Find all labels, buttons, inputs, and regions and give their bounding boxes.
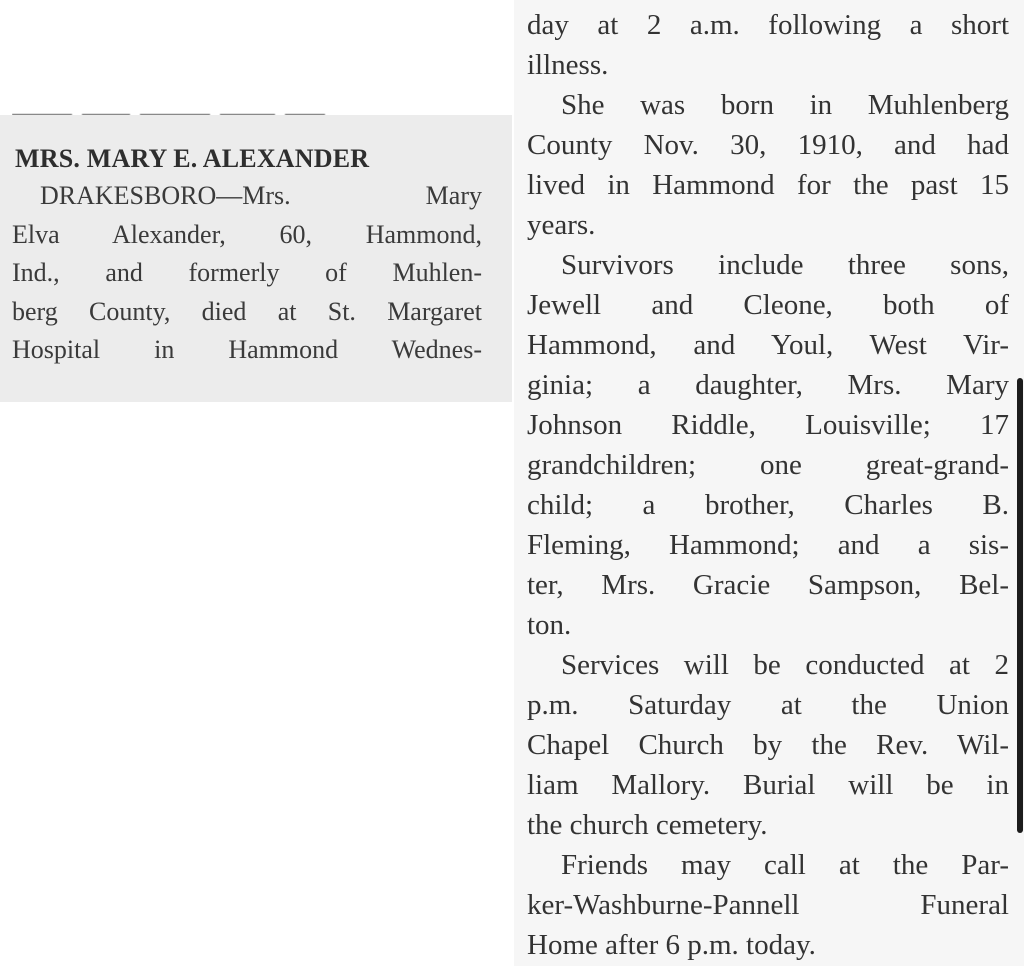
paragraph-start-line: Friends may call at the Par- (561, 849, 1009, 881)
text-line: Johnson Riddle, Louisville; 17 (527, 409, 1009, 441)
text-line: Jewell and Cleone, both of (527, 289, 1009, 321)
obituary-right-text (527, 5, 1009, 965)
obituary-clipping-left (0, 115, 512, 402)
cut-off-text-fragment (12, 107, 352, 115)
text-line: ter, Mrs. Gracie Sampson, Bel- (527, 569, 1009, 601)
text-line: ginia; a daughter, Mrs. Mary (527, 369, 1009, 401)
text-line: County Nov. 30, 1910, and had (527, 129, 1009, 161)
column-border-rule (1017, 378, 1023, 833)
text-line: Home after 6 p.m. today. (527, 929, 816, 961)
text-line: Fleming, Hammond; and a sis- (527, 529, 1009, 561)
obituary-clipping-right (514, 0, 1024, 966)
obituary-headline: MRS. MARY E. ALEXANDER (15, 144, 370, 173)
text-line: ker-Washburne-Pannell Funeral (527, 889, 1009, 921)
text-line: Ind., and formerly of Muhlen- (12, 258, 482, 287)
paragraph-start-line: Survivors include three sons, (561, 249, 1009, 281)
text-line: lived in Hammond for the past 15 (527, 169, 1009, 201)
text-line: years. (527, 209, 596, 241)
text-line: illness. (527, 49, 609, 81)
text-line: child; a brother, Charles B. (527, 489, 1009, 521)
text-line: berg County, died at St. Margaret (12, 296, 482, 326)
text-line: day at 2 a.m. following a short (527, 9, 1009, 41)
text-line: p.m. Saturday at the Union (527, 689, 1009, 721)
paragraph-start-line: Services will be conducted at 2 (561, 649, 1009, 681)
text-line: ton. (527, 609, 572, 641)
text-line: liam Mallory. Burial will be in (527, 769, 1009, 801)
text-line: Hammond, and Youl, West Vir- (527, 329, 1009, 361)
text-line: Chapel Church by the Rev. Wil- (527, 729, 1009, 761)
paragraph-start-line: She was born in Muhlenberg (561, 89, 1009, 121)
text-line: Elva Alexander, 60, Hammond, (12, 219, 482, 249)
text-line: DRAKESBORO—Mrs. Mary (40, 181, 482, 210)
text-line: the church cemetery. (527, 809, 768, 841)
text-line: Hospital in Hammond Wednes- (12, 335, 482, 364)
obituary-left-text (12, 141, 482, 370)
text-line: grandchildren; one great-grand- (527, 449, 1009, 481)
